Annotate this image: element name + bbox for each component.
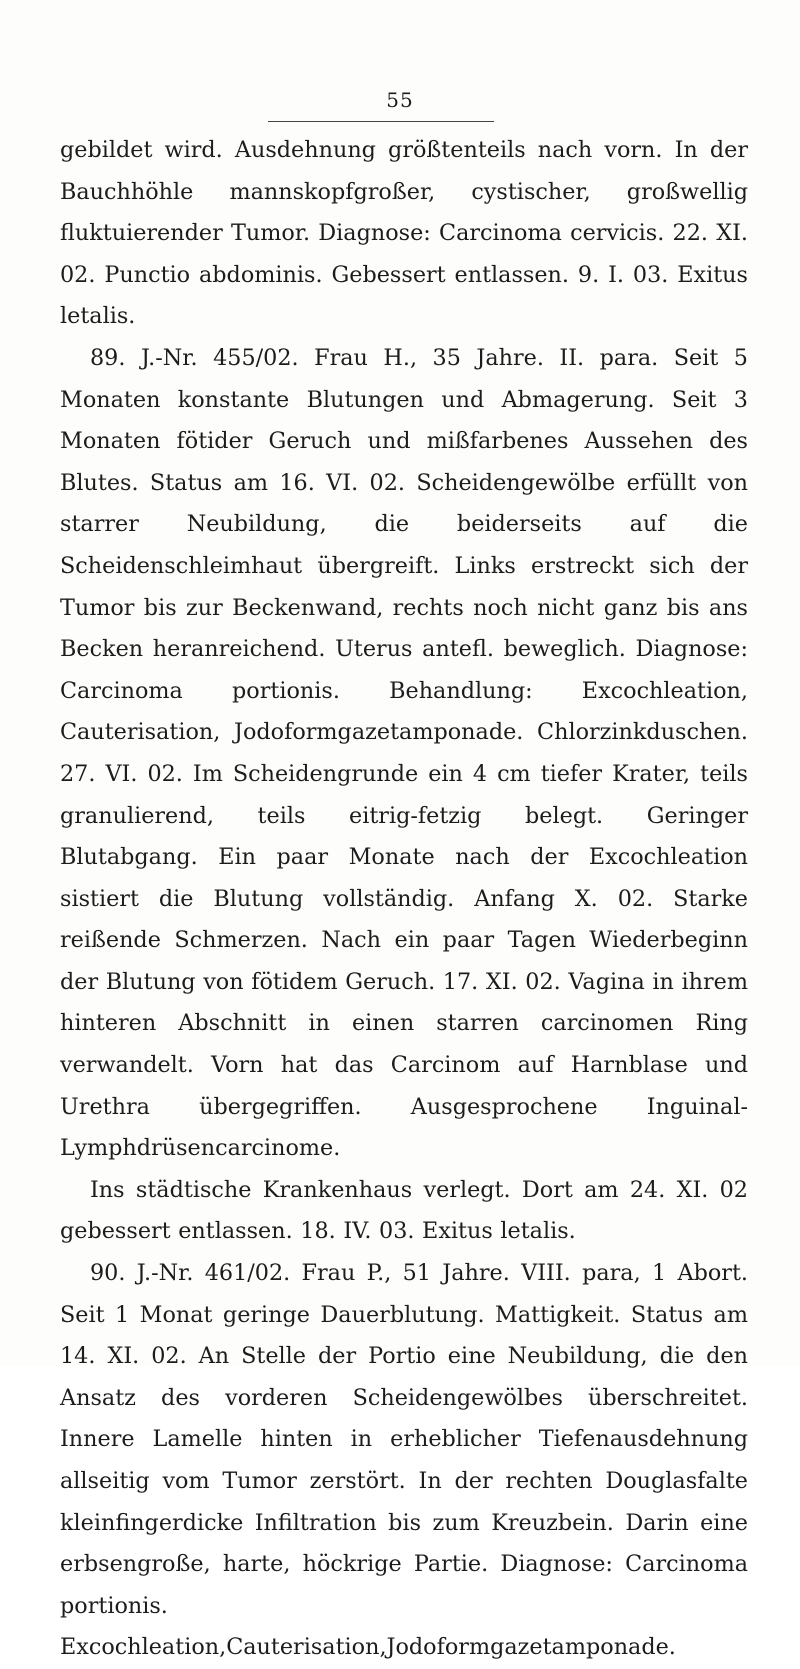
paragraph-case-90: 90. J.-Nr. 461/02. Frau P., 51 Jahre. VIII. para, 1 Abort. Seit 1 Monat geringe Dauerblutung. Mattigkeit. Status am 14. XI. 02. An Stelle der Portio eine Neubildung, die den Ansatz des vorderen Scheidengewölbes überschreitet. Innere Lamelle hinten in erheblicher Tiefenausdehnung allseitig vom Tumor zerstört. In der rechten Douglasfalte kleinfingerdicke Infiltration bis zum Kreuzbein. Darin eine erbsengroße, harte, höckrige Partie. Diagnose: Carcinoma portionis. Excochleation,Cauterisation,Jodoformgazetamponade. bbox=[60, 1260, 748, 1661]
document-body bbox=[60, 130, 748, 1669]
page-number: 55 bbox=[386, 88, 414, 112]
header-rule bbox=[268, 121, 494, 122]
paragraph-continuation: gebildet wird. Ausdehnung größtenteils nach vorn. In der Bauchhöhle mannskopfgroßer, cystischer, großwellig fluktuierender Tumor. Diagnose: Carcinoma cervicis. 22. XI. 02. Punctio abdominis. Gebessert entlassen. 9. I. 03. Exitus letalis. bbox=[60, 137, 748, 330]
paragraph-case-89: 89. J.-Nr. 455/02. Frau H., 35 Jahre. II. para. Seit 5 Monaten konstante Blutungen und Abmagerung. Seit 3 Monaten fötider Geruch und mißfarbenes Aussehen des Blutes. Status am 16. VI. 02. Scheidengewölbe erfüllt von starrer Neubildung, die beiderseits auf die Scheidenschleimhaut übergreift. Links erstreckt sich der Tumor bis zur Beckenwand, rechts noch nicht ganz bis ans Becken heranreichend. Uterus antefl. beweglich. Diagnose: Carcinoma portionis. Behandlung: Excochleation, Cauterisation, Jodoformgazetamponade. Chlorzinkduschen. 27. VI. 02. Im Scheidengrunde ein 4 cm tiefer Krater, teils granulierend, teils eitrig-fetzig belegt. Geringer Blutabgang. Ein paar Monate nach der Excochleation sistiert die Blutung vollständig. Anfang X. 02. Starke reißende Schmerzen. Nach ein paar Tagen Wiederbeginn der Blutung von fötidem Geruch. 17. XI. 02. Vagina in ihrem hinteren Abschnitt in einen starren carcinomen Ring verwandelt. Vorn hat das Carcinom auf Harnblase und Urethra übergegriffen. Ausgesprochene Inguinal-Lymphdrüsencarcinome. bbox=[60, 344, 748, 1162]
paragraph-case-89-continued: Ins städtische Krankenhaus verlegt. Dort am 24. XI. 02 gebessert entlassen. 18. IV. 03. Exitus letalis. bbox=[60, 1176, 748, 1245]
